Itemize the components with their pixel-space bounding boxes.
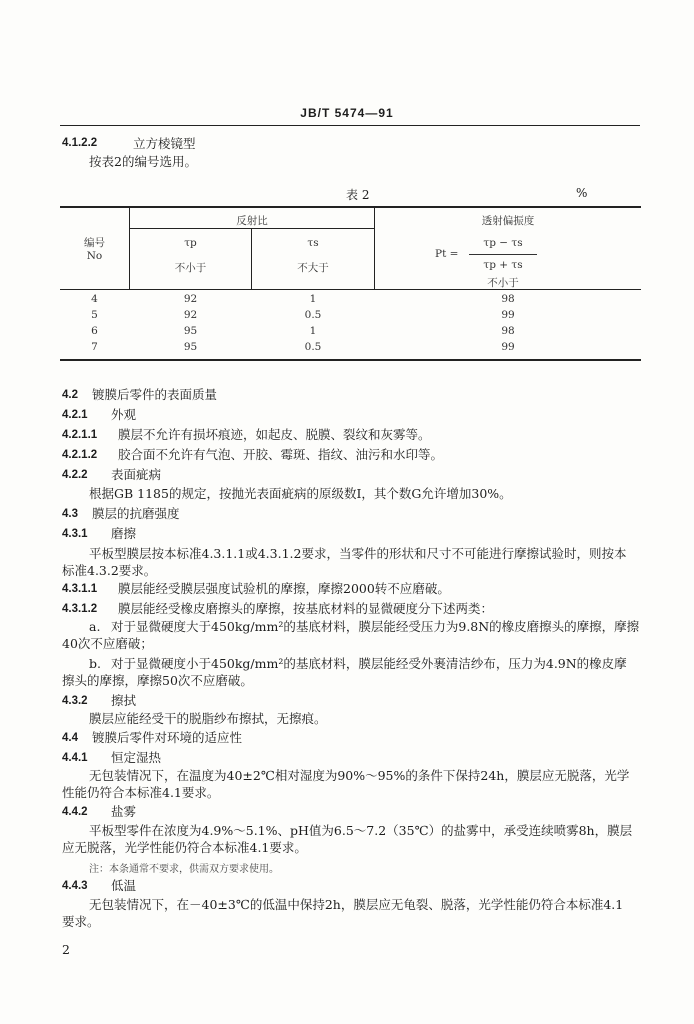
col-group-reflectance: 反射比 [236, 215, 268, 227]
body-text: 应无脱落，光学性能仍符合本标准4.1要求。 [62, 840, 307, 855]
table-rule-bottom [60, 359, 641, 361]
body-text: 要求。 [62, 914, 100, 929]
body-text: 平板型零件在浓度为4.9%～5.1%、pH值为6.5～7.2（35℃）的盐雾中，承受连续喷雾8h，膜层 [89, 823, 633, 838]
body-text: 无包装情况下，在－40±3℃的低温中保持2h，膜层应无龟裂、脱落，光学性能仍符合本标准4.1 [89, 897, 624, 912]
section-title: 外观 [111, 407, 137, 422]
body-text: 根据GB 1185的规定，按抛光表面疵病的原级数I，其个数G允许增加30%。 [89, 486, 512, 501]
table-unit: % [576, 186, 588, 200]
section-title: 磨擦 [111, 526, 137, 541]
col-header-tp-min: 不小于 [174, 262, 207, 274]
cell-pt: 98 [501, 293, 515, 305]
section-number: 4.2.1.2 [62, 449, 98, 461]
col-header-ts: τs [307, 237, 319, 249]
section-title: 盐雾 [111, 804, 137, 819]
section-number: 4.4.2 [62, 806, 88, 818]
body-text: 对于显微硬度大于450kg/mm²的基底材料，膜层能经受压力为9.8N的橡皮磨擦头的摩擦，摩擦 [111, 619, 640, 634]
section-number: 4.4 [62, 732, 78, 744]
body-text: 性能仍符合本标准4.1要求。 [62, 785, 220, 800]
col-header-no: 编号 [84, 237, 105, 249]
cell-ts: 0.5 [304, 341, 322, 353]
section-title: 镀膜后零件对环境的适应性 [92, 730, 243, 745]
section-number: 4.3.1.2 [62, 603, 98, 615]
section-number: 4.2.1 [62, 409, 88, 421]
body-text: 无包装情况下，在温度为40±2℃相对湿度为90%～95%的条件下保持24h，膜层应无脱落，光学 [89, 768, 630, 783]
cell-pt: 99 [501, 341, 515, 353]
cell-no: 4 [91, 293, 98, 305]
list-marker: b. [89, 656, 101, 671]
body-text: 平板型膜层按本标准4.3.1.1或4.3.1.2要求，当零件的形状和尺寸不可能进行摩擦试验时，则按本 [89, 546, 627, 561]
fraction-bar [469, 254, 537, 255]
note-text: 注：本条通常不要求，供需双方要求使用。 [89, 864, 279, 875]
body-text: 膜层能经受膜层强度试验机的摩擦，摩擦2000转不应磨破。 [118, 581, 450, 596]
table-rule-sub [129, 228, 375, 229]
section-number: 4.4.1 [62, 752, 88, 764]
section-title: 表面疵病 [111, 467, 162, 482]
cell-no: 5 [91, 309, 98, 321]
section-title: 擦拭 [111, 693, 137, 708]
body-text: 膜层不允许有损坏痕迹，如起皮、脱膜、裂纹和灰雾等。 [118, 427, 431, 442]
page-header: JB/T 5474—91 [300, 106, 394, 120]
cell-no: 6 [91, 325, 98, 337]
section-number: 4.3.1.1 [62, 583, 98, 595]
cell-tp: 95 [183, 341, 198, 353]
section-number: 4.4.3 [62, 880, 88, 892]
formula-denominator: τp + τs [483, 259, 523, 271]
body-text: 标准4.3.2要求。 [62, 563, 157, 578]
formula-lhs: Pt = [435, 248, 459, 260]
cell-pt: 99 [501, 309, 515, 321]
section-title: 镀膜后零件的表面质量 [92, 387, 218, 402]
cell-pt: 98 [501, 325, 515, 337]
col-header-tp: τp [184, 237, 197, 249]
section-title: 恒定湿热 [111, 750, 162, 765]
table-rule-header [60, 289, 641, 290]
body-text: 对于显微硬度小于450kg/mm²的基底材料，膜层能经受外裹清洁纱布，压力为4.9N的橡皮摩 [111, 656, 627, 671]
list-marker: a. [89, 619, 101, 634]
header-rule [60, 125, 640, 126]
page-number: 2 [62, 942, 70, 957]
body-text: 40次不应磨破； [62, 636, 153, 651]
section-number: 4.2.1.1 [62, 429, 98, 441]
cell-no: 7 [91, 341, 98, 353]
section-title: 低温 [111, 878, 137, 893]
table-rule-top [60, 206, 641, 208]
cell-tp: 95 [183, 325, 198, 337]
formula-numerator: τp − τs [483, 237, 523, 249]
section-number: 4.2 [62, 389, 78, 401]
body-text: 按表2的编号选用。 [89, 154, 197, 169]
cell-tp: 92 [183, 293, 198, 305]
body-text: 膜层应能经受干的脱脂纱布擦拭，无擦痕。 [89, 711, 327, 726]
cell-tp: 92 [183, 309, 198, 321]
col-header-no-en: No [86, 250, 103, 262]
col-header-ts-max: 不大于 [297, 262, 329, 274]
cell-ts: 1 [309, 325, 317, 337]
section-title: 膜层的抗磨强度 [92, 506, 180, 521]
section-title: 立方棱镜型 [133, 136, 196, 151]
col-header-pt-min: 不小于 [487, 277, 519, 289]
body-text: 膜层能经受橡皮磨擦头的摩擦，按基底材料的显微硬度分下述两类： [118, 601, 494, 616]
section-number: 4.3 [62, 508, 78, 520]
cell-ts: 1 [309, 293, 317, 305]
section-number: 4.2.2 [62, 469, 88, 481]
col-group-polarization: 透射偏振度 [481, 215, 535, 227]
table-caption: 表 2 [346, 188, 370, 202]
body-text: 胶合面不允许有气泡、开胶、霉斑、指纹、油污和水印等。 [118, 447, 444, 462]
section-number: 4.3.2 [62, 695, 88, 707]
section-number: 4.1.2.2 [62, 137, 98, 149]
section-number: 4.3.1 [62, 528, 88, 540]
cell-ts: 0.5 [304, 309, 322, 321]
body-text: 擦头的摩擦，摩擦50次不应磨破。 [62, 673, 253, 688]
